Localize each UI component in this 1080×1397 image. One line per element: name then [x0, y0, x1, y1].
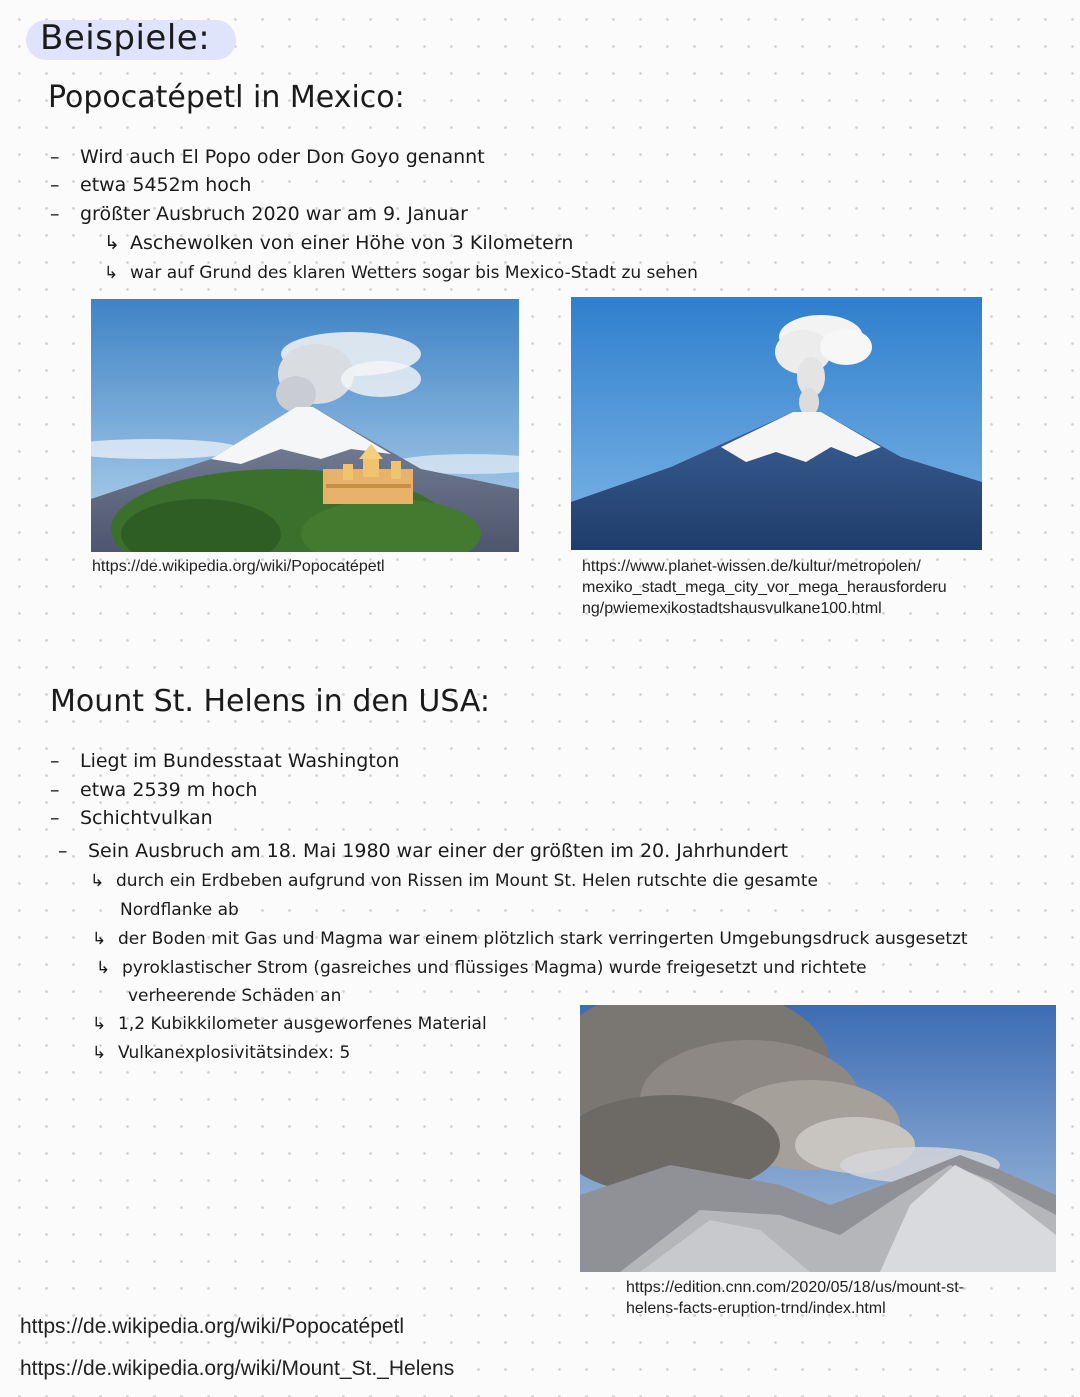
helens-sub-4: ↳ 1,2 Kubikkilometer ausgeworfenes Material — [118, 1014, 487, 1034]
popo-sub-2: ↳ war auf Grund des klaren Wetters sogar bis Mexico-Stadt zu sehen — [130, 263, 698, 283]
helens-caption-line-1: https://edition.cnn.com/2020/05/18/us/mount-st- — [626, 1279, 964, 1296]
helens-sub-3-cont: verheerende Schäden an — [128, 986, 342, 1006]
page-heading: Beispiele: — [40, 18, 211, 58]
st-helens-title: Mount St. Helens in den USA: — [50, 684, 491, 719]
helens-photo-caption — [626, 1277, 964, 1319]
helens-bullet-3: – Schichtvulkan — [80, 807, 213, 829]
helens-sub-1: ↳ durch ein Erdbeben aufgrund von Rissen im Mount St. Helen rutschte die gesamte — [116, 871, 818, 891]
popo-sub-1: ↳ Aschewolken von einer Höhe von 3 Kilometern — [130, 232, 573, 254]
popo-photo-caption-right — [582, 556, 947, 619]
popo-bullet-1: – Wird auch El Popo oder Don Goyo genannt — [80, 146, 485, 168]
popo-photo-caption-left: https://de.wikipedia.org/wiki/Popocatépetl — [92, 558, 385, 575]
helens-sub-5: ↳ Vulkanexplosivitätsindex: 5 — [118, 1043, 350, 1063]
popo-caption-right-line-3: ng/pwiemexikostadtshausvulkane100.html — [582, 600, 882, 617]
popo-caption-right-line-1: https://www.planet-wissen.de/kultur/metropolen/ — [582, 558, 921, 575]
st-helens-eruption-photo — [580, 1005, 1056, 1272]
popo-caption-right-line-2: mexiko_stadt_mega_city_vor_mega_herausforderu — [582, 579, 947, 596]
source-link-popocatepetl: https://de.wikipedia.org/wiki/Popocatépetl — [20, 1315, 405, 1338]
helens-bullet-2: – etwa 2539 m hoch — [80, 779, 257, 801]
popocatepetl-church-photo — [91, 299, 519, 552]
helens-sub-1-cont: Nordflanke ab — [120, 900, 239, 920]
helens-sub-3: ↳ pyroklastischer Strom (gasreiches und flüssiges Magma) wurde freigesetzt und richtete — [122, 958, 867, 978]
popocatepetl-plume-photo — [571, 297, 982, 550]
helens-sub-2: ↳ der Boden mit Gas und Magma war einem plötzlich stark verringerten Umgebungsdruck ausgesetzt — [118, 929, 968, 949]
helens-bullet-4: – Sein Ausbruch am 18. Mai 1980 war einer der größten im 20. Jahrhundert — [88, 840, 788, 862]
popo-bullet-3: – größter Ausbruch 2020 war am 9. Januar — [80, 203, 468, 225]
popocatepetl-title: Popocatépetl in Mexico: — [48, 80, 405, 115]
helens-bullet-1: – Liegt im Bundesstaat Washington — [80, 750, 399, 772]
source-link-st-helens: https://de.wikipedia.org/wiki/Mount_St._Helens — [20, 1357, 455, 1380]
popo-bullet-2: – etwa 5452m hoch — [80, 174, 251, 196]
helens-caption-line-2: helens-facts-eruption-trnd/index.html — [626, 1300, 886, 1317]
